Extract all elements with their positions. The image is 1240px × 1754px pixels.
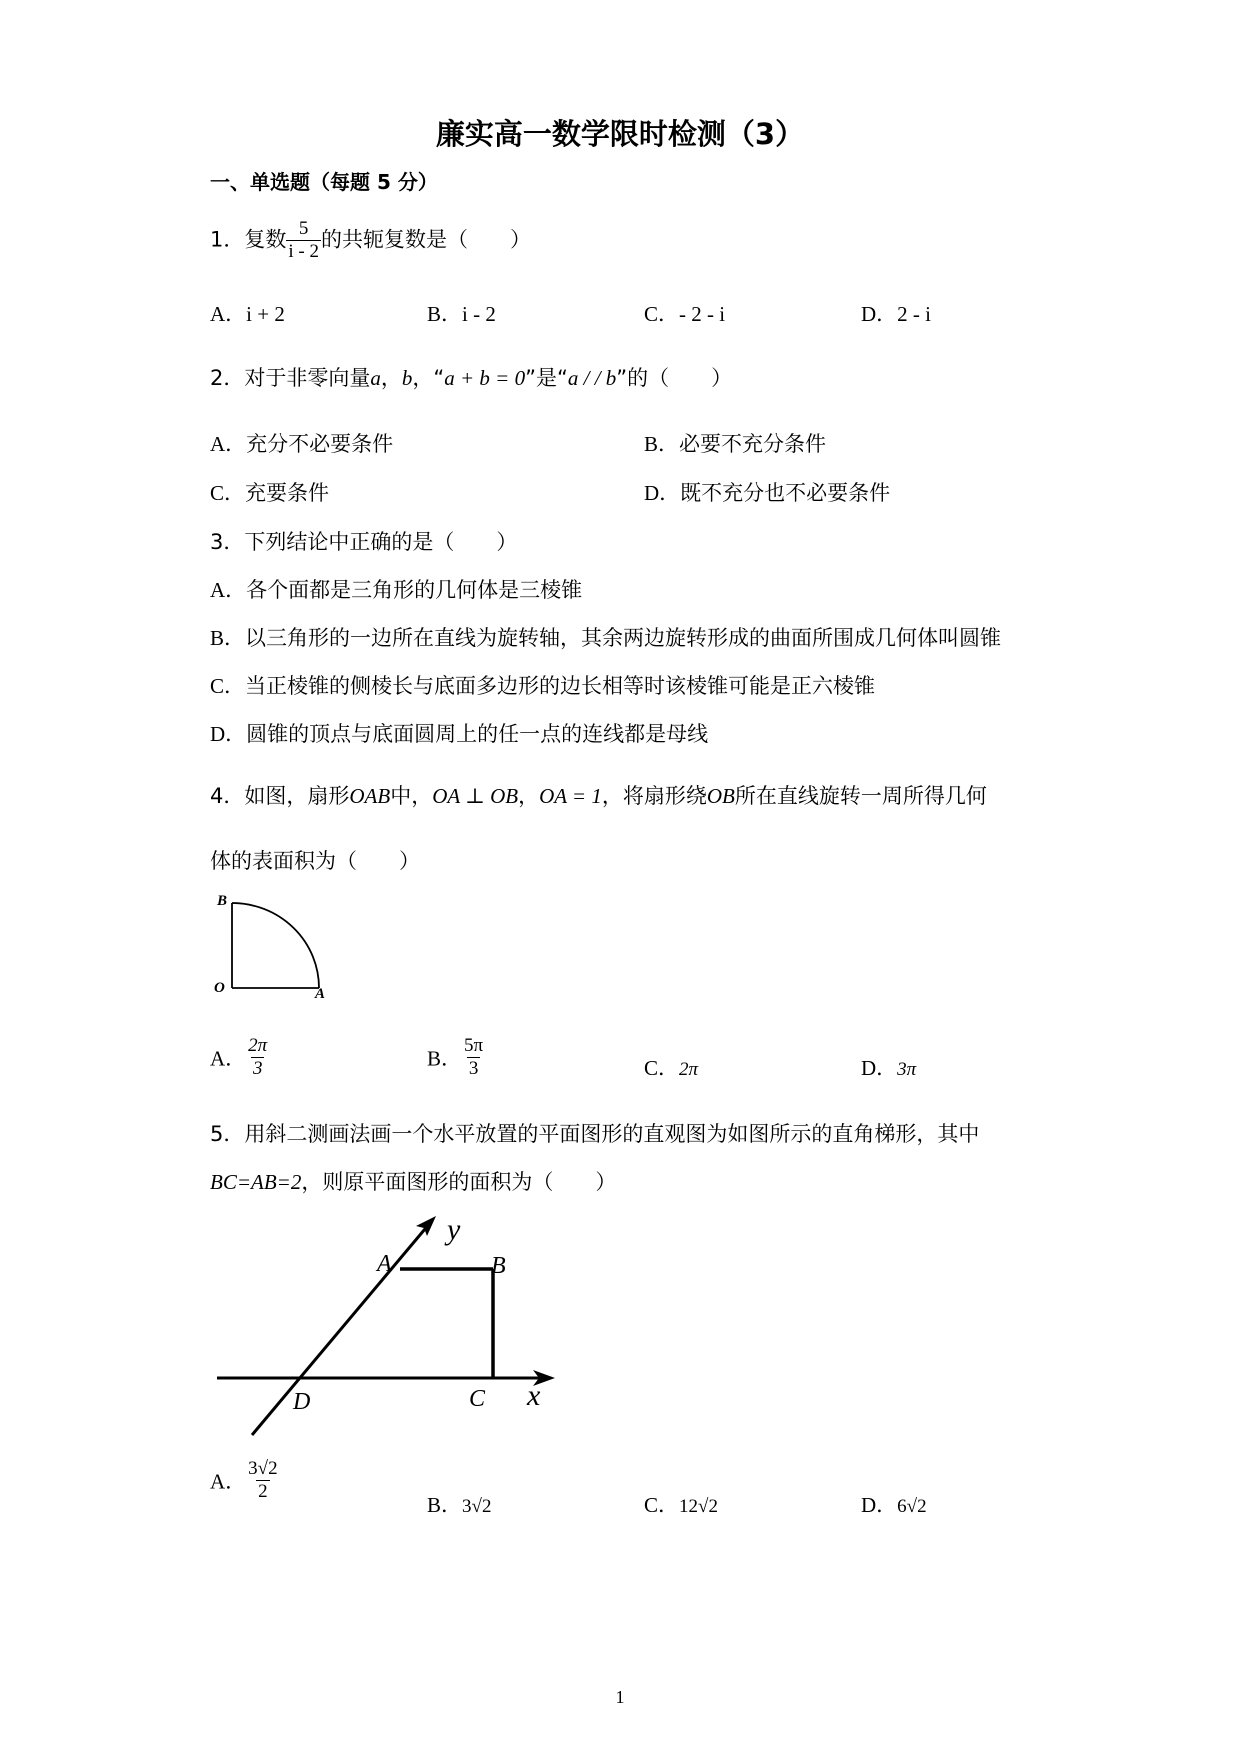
q4-option-c[interactable] — [644, 1052, 698, 1082]
q1-prefix: 1．复数 — [210, 227, 287, 252]
q5-stem-line-2 — [210, 1166, 616, 1196]
option-label: C． — [644, 1493, 680, 1517]
option-label: A． — [210, 1046, 247, 1071]
option-fraction — [246, 1035, 269, 1080]
option-label: C． — [644, 1056, 680, 1080]
q2-text-3: ”是“ — [525, 366, 568, 390]
q4-text-5: 所在直线旋转一周所得几何 — [734, 784, 987, 808]
option-label: C． — [644, 302, 680, 326]
q1-option-c[interactable] — [644, 298, 725, 328]
y-axis — [252, 1223, 430, 1435]
option-label: D． — [210, 722, 247, 746]
option-value: 充分不必要条件 — [246, 432, 394, 456]
option-value: 以三角形的一边所在直线为旋转轴，其余两边旋转形成的曲面所围成几何体叫圆锥 — [245, 626, 1002, 650]
option-label: D． — [861, 302, 898, 326]
question-2-stem — [210, 362, 732, 392]
option-label: C． — [210, 481, 246, 505]
q5-option-c[interactable] — [644, 1489, 718, 1519]
trapezoid-figure — [205, 1210, 575, 1450]
option-value: 各个面都是三角形的几何体是三棱锥 — [246, 578, 583, 602]
option-value: 2 - i — [897, 302, 931, 326]
sector-figure — [205, 885, 335, 1005]
q4-math-4: OB — [706, 784, 735, 808]
frac-num: 2π — [248, 1035, 268, 1056]
frac-den: 3 — [468, 1057, 479, 1079]
option-value: 当正棱锥的侧棱长与底面多边形的边长相等时该棱锥可能是正六棱锥 — [245, 674, 876, 698]
q5-option-a[interactable] — [210, 1458, 280, 1503]
label-x: x — [527, 1379, 541, 1412]
q2-condition-1: a + b = 0 — [444, 366, 526, 390]
q2-sep: ， — [380, 366, 402, 390]
q4-math-2: OA ⊥ OB — [432, 784, 519, 808]
option-label: D． — [861, 1056, 898, 1080]
frac-den: 3 — [252, 1057, 263, 1079]
option-label: B． — [427, 1493, 463, 1517]
option-value: 既不充分也不必要条件 — [680, 481, 891, 505]
q2-option-a[interactable] — [210, 428, 393, 458]
option-value: i - 2 — [462, 302, 496, 326]
label-a: A — [315, 986, 326, 1002]
q2-text-1: 2．对于非零向量 — [210, 366, 371, 390]
frac-num: 5π — [464, 1035, 484, 1056]
q1-option-b[interactable] — [427, 298, 496, 328]
option-value: 3√2 — [462, 1496, 492, 1517]
q4-text-1: 4．如图，扇形 — [210, 784, 350, 808]
q2-vector-a: a — [370, 366, 381, 390]
q1-suffix: 的共轭复数是（ ） — [320, 227, 531, 252]
label-c: C — [469, 1386, 486, 1412]
q4-math-1: OAB — [349, 784, 391, 808]
q2-condition-2: a / / b — [567, 366, 617, 390]
q5-condition: BC=AB=2 — [210, 1170, 302, 1194]
option-label: A． — [210, 1469, 247, 1494]
q1-option-d[interactable] — [861, 298, 931, 328]
label-b: B — [217, 893, 228, 909]
option-label: D． — [861, 1493, 898, 1517]
option-label: B． — [427, 302, 463, 326]
q4-text-3: ， — [518, 784, 540, 808]
section-heading: 一、单选题（每题 5 分） — [210, 170, 438, 194]
q2-option-d[interactable] — [644, 477, 890, 507]
label-y: y — [447, 1213, 461, 1246]
option-label: A． — [210, 432, 247, 456]
q5-option-b[interactable] — [427, 1489, 491, 1519]
question-5-stem: 5．用斜二测画法画一个水平放置的平面图形的直观图为如图所示的直角梯形，其中 — [210, 1122, 980, 1146]
label-a: A — [377, 1251, 392, 1277]
q4-math-3: OA = 1 — [539, 784, 602, 808]
option-value: 3π — [897, 1059, 917, 1080]
q3-option-c[interactable] — [210, 670, 875, 700]
label-b: B — [491, 1253, 506, 1279]
option-label: C． — [210, 674, 246, 698]
sector-arc — [232, 903, 319, 988]
label-o: O — [214, 980, 225, 996]
q4-option-a[interactable] — [210, 1035, 269, 1080]
option-value: 必要不充分条件 — [679, 432, 827, 456]
question-4-stem — [210, 780, 987, 810]
q5-text: ，则原平面图形的面积为（ ） — [301, 1170, 617, 1194]
q1-frac-den: i - 2 — [288, 240, 319, 262]
option-label: D． — [644, 481, 681, 505]
option-value: 圆锥的顶点与底面圆周上的任一点的连线都是母线 — [246, 722, 709, 746]
option-value: i + 2 — [246, 302, 285, 326]
frac-num: 3√2 — [248, 1458, 278, 1479]
question-1-stem — [210, 218, 531, 263]
option-fraction — [246, 1458, 279, 1503]
q3-option-b[interactable] — [210, 622, 1001, 652]
q2-option-b[interactable] — [644, 428, 826, 458]
option-value: 充要条件 — [245, 481, 330, 505]
option-label: B． — [644, 432, 680, 456]
page-number: 1 — [615, 1687, 625, 1707]
option-label: A． — [210, 302, 247, 326]
q3-option-d[interactable] — [210, 718, 708, 748]
option-value: 12√2 — [679, 1496, 718, 1517]
option-fraction — [462, 1035, 485, 1080]
q2-option-c[interactable] — [210, 477, 329, 507]
q4-option-d[interactable] — [861, 1052, 916, 1082]
q1-option-a[interactable] — [210, 298, 285, 328]
option-label: B． — [427, 1046, 463, 1071]
q2-vector-b: b — [401, 366, 413, 390]
q2-text-4: ”的（ ） — [616, 366, 733, 390]
q4-text-4: ，将扇形绕 — [601, 784, 707, 808]
option-label: A． — [210, 578, 247, 602]
y-axis-arrow — [416, 1216, 436, 1236]
q3-option-a[interactable] — [210, 574, 582, 604]
q4-stem-line-2: 体的表面积为（ ） — [210, 849, 420, 873]
q1-fraction — [286, 218, 321, 263]
option-value: 6√2 — [897, 1496, 927, 1517]
option-label: B． — [210, 626, 246, 650]
question-3-stem: 3．下列结论中正确的是（ ） — [210, 530, 518, 554]
q5-option-d[interactable] — [861, 1489, 927, 1519]
q4-option-b[interactable] — [427, 1035, 485, 1080]
option-value: 2π — [679, 1059, 699, 1080]
label-d: D — [293, 1389, 311, 1415]
frac-den: 2 — [258, 1480, 268, 1502]
q1-frac-num: 5 — [298, 218, 309, 239]
page-title: 廉实高一数学限时检测（3） — [435, 117, 805, 151]
option-value: - 2 - i — [679, 302, 726, 326]
q2-text-2: ，“ — [412, 366, 445, 390]
q4-text-2: 中， — [390, 784, 433, 808]
